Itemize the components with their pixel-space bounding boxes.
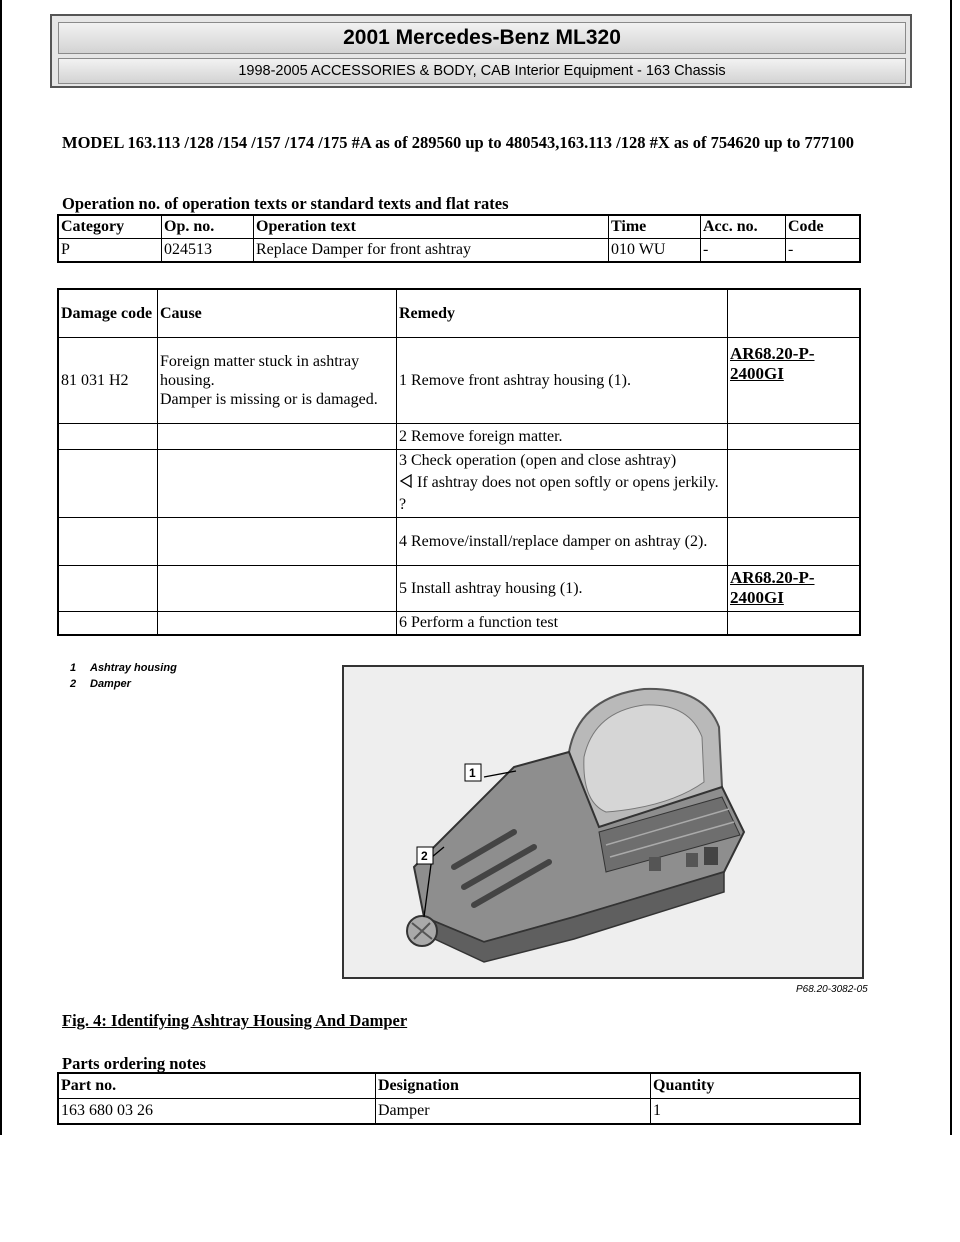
empty-cell <box>728 611 861 635</box>
table-row <box>58 517 860 565</box>
ashtray-figure <box>342 665 864 979</box>
column-header: Remedy <box>397 289 728 337</box>
column-header: Cause <box>158 289 397 337</box>
damage-code: 81 031 H2 <box>58 337 158 423</box>
column-header: Category <box>58 215 162 239</box>
column-header: Code <box>786 215 861 239</box>
remedy-cell: 6 Perform a function test <box>397 611 728 635</box>
table-row <box>58 449 860 517</box>
remedy-cell: 5 Install ashtray housing (1). <box>397 565 728 611</box>
empty-cell <box>58 449 158 517</box>
figure-caption[interactable]: Fig. 4: Identifying Ashtray Housing And Damper <box>62 1011 408 1030</box>
table-row <box>58 239 860 263</box>
table-header-row <box>58 289 860 337</box>
empty-cell <box>728 423 861 449</box>
legend-item <box>70 676 177 692</box>
table-cell: - <box>701 239 786 263</box>
callout-2: 2 <box>421 849 428 863</box>
legend-item <box>70 660 177 676</box>
table-cell: P <box>58 239 162 263</box>
remedy-cell <box>397 449 728 517</box>
remedy-note <box>399 472 725 516</box>
ashtray-illustration <box>344 667 862 977</box>
table-row <box>58 423 860 449</box>
document-header <box>50 14 912 86</box>
cause-text: Damper is missing or is damaged. <box>160 390 378 408</box>
column-header: Acc. no. <box>701 215 786 239</box>
note-text: If ashtray does not open softly or opens jerkily. ? <box>399 474 719 513</box>
page-border-left <box>0 0 2 1135</box>
document-subtitle: 1998-2005 ACCESSORIES & BODY, CAB Interior Equipment - 163 Chassis <box>58 58 906 84</box>
table-row <box>58 565 860 611</box>
figure-reference: P68.20-3082-05 <box>796 984 868 995</box>
table-cell: - <box>786 239 861 263</box>
table-row <box>58 611 860 635</box>
reference-link[interactable]: AR68.20-P-2400GI <box>730 343 815 383</box>
reference-cell <box>728 565 861 611</box>
empty-cell <box>58 611 158 635</box>
table-cell: 163 680 03 26 <box>58 1099 376 1125</box>
damage-table <box>57 288 861 636</box>
cause-cell <box>158 337 397 423</box>
table-cell: Replace Damper for front ashtray <box>254 239 609 263</box>
legend-label: Damper <box>90 678 131 690</box>
empty-cell <box>158 565 397 611</box>
figure-legend <box>70 660 177 692</box>
column-header: Time <box>609 215 701 239</box>
column-header: Quantity <box>651 1073 861 1099</box>
cause-text: Foreign matter stuck in ashtray housing. <box>160 352 360 389</box>
parts-heading: Parts ordering notes <box>62 1054 206 1073</box>
note-icon <box>399 474 413 488</box>
empty-cell <box>58 517 158 565</box>
remedy-cell: 4 Remove/install/replace damper on ashtray (2). <box>397 517 728 565</box>
empty-cell <box>158 611 397 635</box>
table-header-row <box>58 1073 860 1099</box>
page-border-right <box>950 0 952 1135</box>
table-header-row <box>58 215 860 239</box>
operation-table <box>57 214 861 263</box>
table-cell: 010 WU <box>609 239 701 263</box>
table-cell: Damper <box>376 1099 651 1125</box>
column-header: Damage code <box>58 289 158 337</box>
empty-cell <box>158 449 397 517</box>
reference-link[interactable]: AR68.20-P-2400GI <box>730 568 815 607</box>
empty-cell <box>158 517 397 565</box>
empty-cell <box>58 423 158 449</box>
legend-number: 2 <box>70 678 77 690</box>
empty-cell <box>158 423 397 449</box>
empty-cell <box>728 449 861 517</box>
empty-cell <box>58 565 158 611</box>
column-header <box>728 289 861 337</box>
reference-cell <box>728 337 861 423</box>
operation-heading: Operation no. of operation texts or standard texts and flat rates <box>62 194 509 213</box>
empty-cell <box>728 517 861 565</box>
table-cell: 1 <box>651 1099 861 1125</box>
remedy-cell: 1 Remove front ashtray housing (1). <box>397 337 728 423</box>
legend-number: 1 <box>70 662 77 674</box>
document-title: 2001 Mercedes-Benz ML320 <box>58 22 906 54</box>
callout-1: 1 <box>469 766 476 780</box>
table-row <box>58 337 860 423</box>
column-header: Operation text <box>254 215 609 239</box>
table-cell: 024513 <box>162 239 254 263</box>
remedy-text: 3 Check operation (open and close ashtray) <box>399 452 677 469</box>
remedy-cell: 2 Remove foreign matter. <box>397 423 728 449</box>
column-header: Designation <box>376 1073 651 1099</box>
parts-table <box>57 1072 861 1125</box>
model-line: MODEL 163.113 /128 /154 /157 /174 /175 #A as of 289560 up to 480543,163.113 /128 #X as of 754620 up to 777100 <box>62 133 855 152</box>
table-row <box>58 1099 860 1125</box>
legend-label: Ashtray housing <box>90 662 177 674</box>
column-header: Part no. <box>58 1073 376 1099</box>
column-header: Op. no. <box>162 215 254 239</box>
